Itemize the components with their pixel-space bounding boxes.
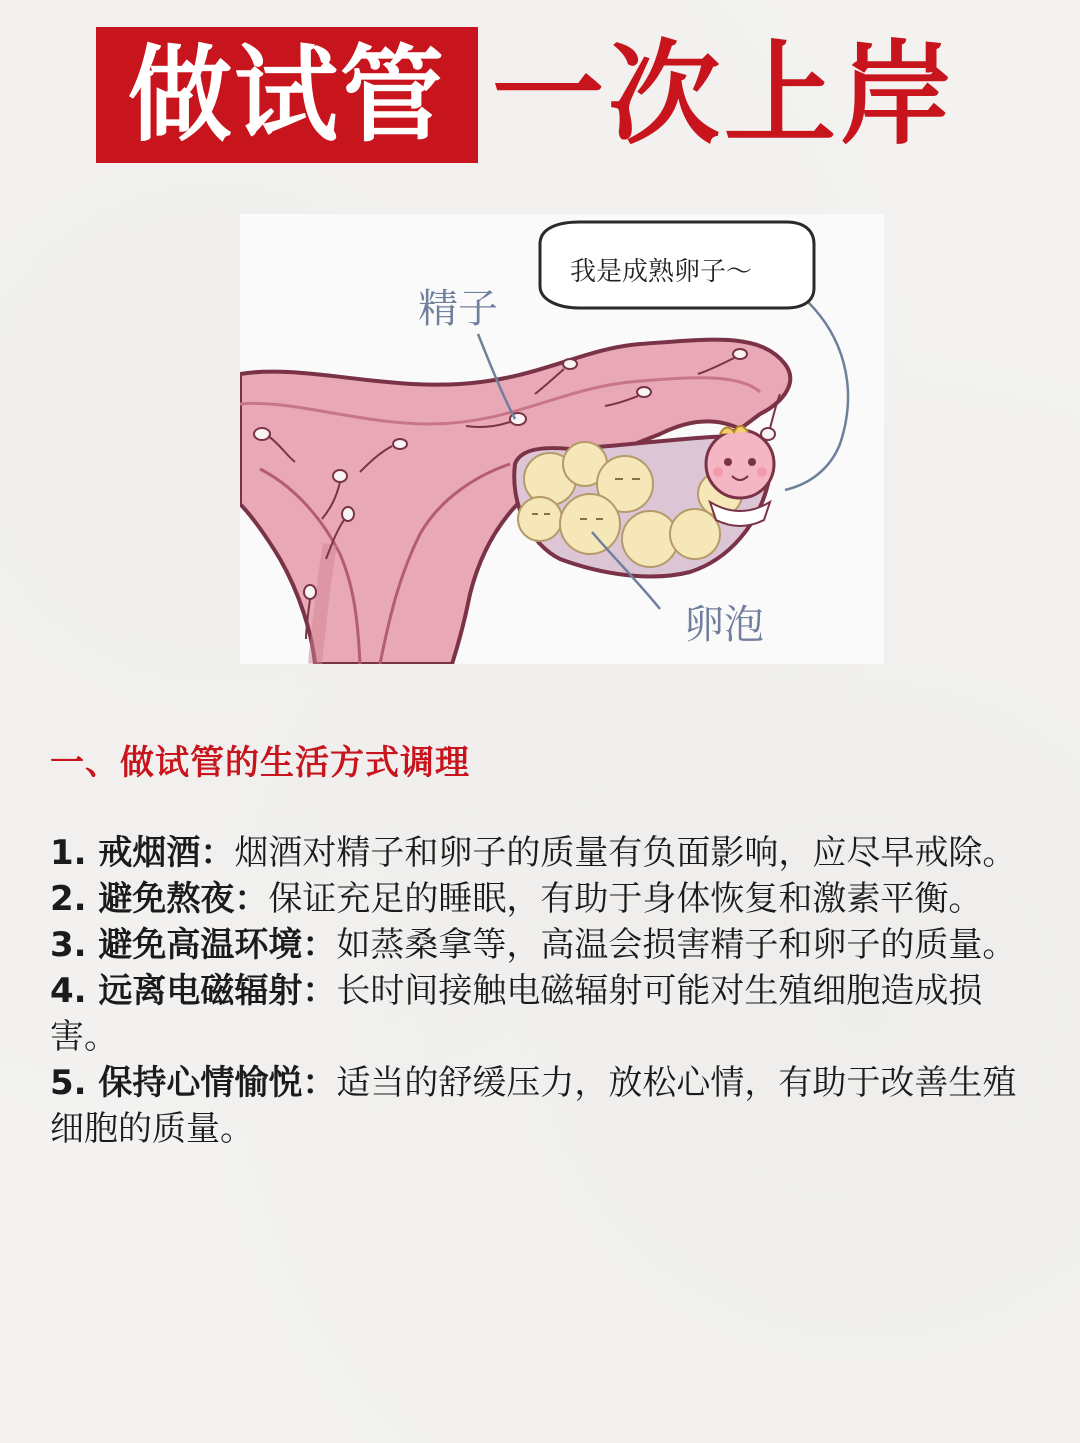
title-rest-text: 一次上岸 bbox=[492, 30, 956, 160]
list-item bbox=[50, 830, 1035, 876]
speech-bubble-text: 我是成熟卵子～ bbox=[570, 257, 753, 287]
item-text: 适当的舒缓压力，放松心情，有助于改善生殖细胞的质量。 bbox=[50, 1063, 1017, 1149]
item-lead: 4. 远离电磁辐射： bbox=[50, 971, 337, 1011]
item-lead: 1. 戒烟酒： bbox=[50, 833, 235, 873]
item-text: 长时间接触电磁辐射可能对生殖细胞造成损害。 bbox=[50, 971, 983, 1057]
label-follicle: 卵泡 bbox=[684, 602, 764, 648]
speech-bubble bbox=[540, 222, 814, 308]
label-sperm: 精子 bbox=[418, 286, 498, 332]
list-item bbox=[50, 968, 1035, 1060]
list-item bbox=[50, 876, 1035, 922]
ovary bbox=[514, 426, 774, 576]
mature-egg-character bbox=[706, 426, 774, 526]
title-highlight-box bbox=[96, 27, 478, 163]
item-lead: 5. 保持心情愉悦： bbox=[50, 1063, 337, 1103]
item-text: 如蒸桑拿等，高温会损害精子和卵子的质量。 bbox=[336, 925, 1017, 965]
title-highlight-text: 做试管 bbox=[127, 34, 446, 156]
item-text: 烟酒对精子和卵子的质量有负面影响，应尽早戒除。 bbox=[234, 833, 1017, 873]
list-item bbox=[50, 1060, 1035, 1152]
item-lead: 3. 避免高温环境： bbox=[50, 925, 337, 965]
item-lead: 2. 避免熬夜： bbox=[50, 879, 269, 919]
item-text: 保证充足的睡眠，有助于身体恢复和激素平衡。 bbox=[268, 879, 983, 919]
section-heading: 一、做试管的生活方式调理 bbox=[50, 743, 470, 783]
page-title bbox=[96, 27, 956, 163]
lifestyle-list bbox=[50, 830, 1035, 1152]
ovary-illustration bbox=[240, 214, 884, 664]
list-item bbox=[50, 922, 1035, 968]
